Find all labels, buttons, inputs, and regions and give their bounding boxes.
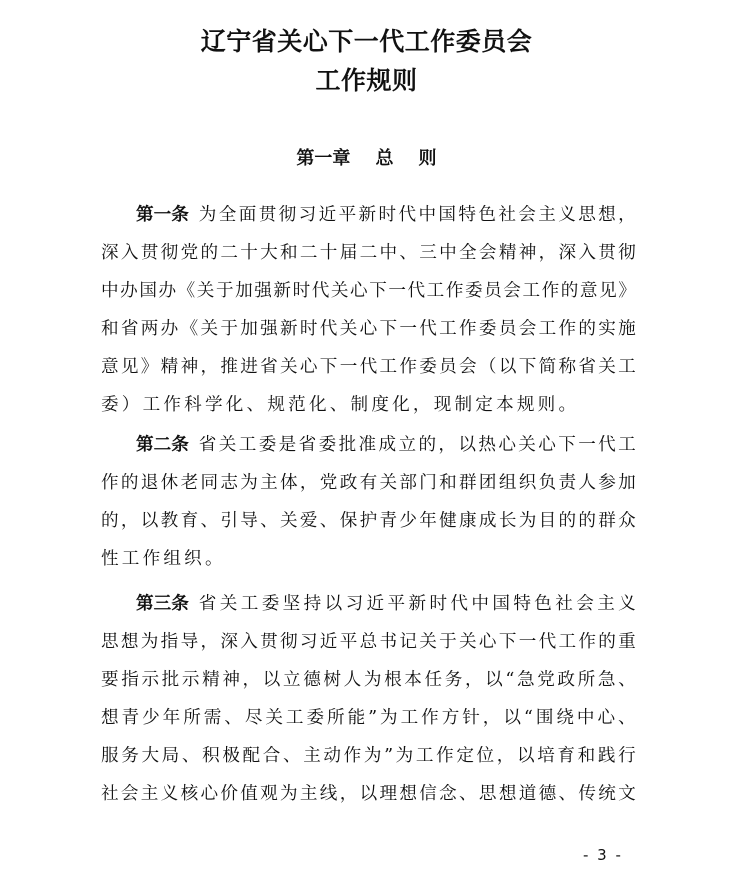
article-text: 意 见 》 精 神 ， 推 进 省 关 心 下 一 代 工 作 委 员 会 （ 以 下 简 称 省 关 工 [101,357,636,377]
article-text-line [101,547,636,571]
article-text: 服 务 大 局 、 积 极 配 合 、 主 动 作 为 ” 为 工 作 定 位 ， 以 培 育 和 践 行 [101,746,636,766]
article-3-label: 第三条 [136,594,189,614]
article-1-line-1 [136,203,636,227]
article-text: 社 会 主 义 核 心 价 值 观 为 主 线 ， 以 理 想 信 念 、 思 想 道 德 、 传 统 文 [101,784,636,804]
article-text-line [101,393,636,417]
article-text: 为 全 面 贯 彻 习 近 平 新 时 代 中 国 特 色 社 会 主 义 思 想 ， [198,205,636,225]
article-text-line [101,241,636,265]
article-text-line [101,279,636,303]
article-text-line [101,509,636,533]
article-text-line [101,355,636,379]
article-text-line [101,706,636,730]
page-number: - 3 - [583,846,623,864]
article-text: 思 想 为 指 导 ， 深 入 贯 彻 习 近 平 总 书 记 关 于 关 心 下 一 代 工 作 的 重 [101,632,636,652]
article-text: 作 的 退 休 老 同 志 为 主 体 ， 党 政 有 关 部 门 和 群 团 组 织 负 责 人 参 加 [101,473,636,493]
article-text: 的 ， 以 教 育 、 引 导 、 关 爱 、 保 护 青 少 年 健 康 成 长 为 目 的 的 群 众 [101,511,636,531]
article-2-line-1 [136,433,636,457]
article-text: 深 入 贯 彻 党 的 二 十 大 和 二 十 届 二 中 、 三 中 全 会 精 神 ， 深 入 贯 彻 [101,243,636,263]
article-text-line [101,471,636,495]
article-text-line [101,668,636,692]
article-text: 中 办 国 办 《 关 于 加 强 新 时 代 关 心 下 一 代 工 作 委 员 会 工 作 的 意 见 》 [101,281,636,301]
article-text: 想 青 少 年 所 需 、 尽 关 工 委 所 能 ” 为 工 作 方 针 ， 以 “ 围 绕 中 心 、 [101,708,636,728]
article-text: 和 省 两 办 《 关 于 加 强 新 时 代 关 心 下 一 代 工 作 委 员 会 工 作 的 实 施 [101,319,636,339]
article-1-label: 第一条 [136,205,189,225]
article-3-line-1 [136,592,636,616]
article-text: 省 关 工 委 是 省 委 批 准 成 立 的 ， 以 热 心 关 心 下 一 代 工 [198,435,636,455]
chapter-heading: 第一章 总 则 [296,148,437,169]
article-text: 省 关 工 委 坚 持 以 习 近 平 新 时 代 中 国 特 色 社 会 主 义 [198,594,636,614]
document-title-line-2: 工作规则 [315,66,418,95]
article-text-line [101,782,636,806]
article-text-line [101,630,636,654]
article-text-line [101,744,636,768]
document-title-line-1: 辽宁省关心下一代工作委员会 [200,27,533,56]
article-text: 要 指 示 批 示 精 神 ， 以 立 德 树 人 为 根 本 任 务 ， 以 “ 急 党 政 所 急 、 [101,670,636,690]
article-text: 性工作组织。 [101,549,226,569]
article-text: 委）工作科学化、规范化、制度化，现制定本规则。 [101,395,580,415]
article-text-line [101,317,636,341]
article-2-label: 第二条 [136,435,189,455]
